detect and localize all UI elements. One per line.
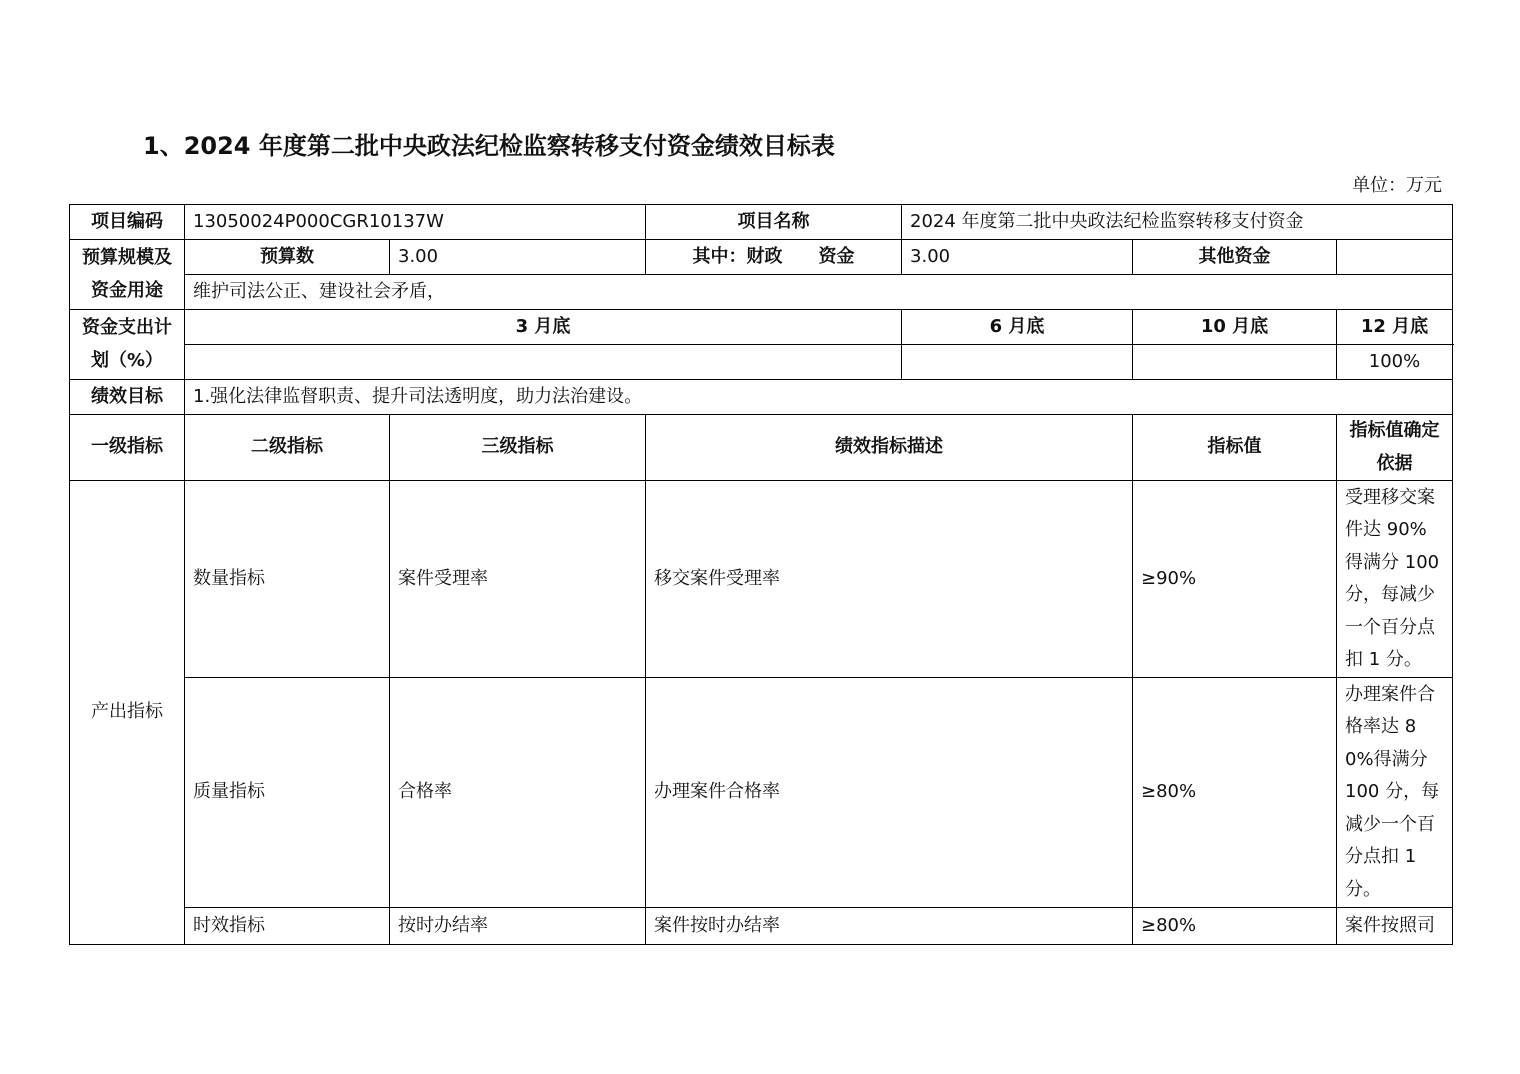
level3-cell: 按时办结率 xyxy=(390,908,646,945)
level3-cell: 合格率 xyxy=(390,678,646,908)
target-value-cell: ≥90% xyxy=(1133,481,1337,678)
performance-goal-text: 1.强化法律监督职责、提升司法透明度，助力法治建设。 xyxy=(185,380,1453,415)
level3-cell: 案件受理率 xyxy=(390,481,646,678)
basis-cell: 案件按照司 xyxy=(1337,908,1453,945)
header-level2: 二级指标 xyxy=(185,415,390,481)
target-value-cell: ≥80% xyxy=(1133,908,1337,945)
basis-cell: 受理移交案件达 90%得满分 100 分，每减少一个百分点扣 1 分。 xyxy=(1337,481,1453,678)
spending-plan-label: 资金支出计划（%） xyxy=(70,310,185,380)
table-row xyxy=(70,908,1453,945)
table-row xyxy=(70,481,1453,678)
performance-goal-label: 绩效目标 xyxy=(70,380,185,415)
level2-cell: 时效指标 xyxy=(185,908,390,945)
project-row xyxy=(70,205,1453,240)
target-value-cell: ≥80% xyxy=(1133,678,1337,908)
performance-target-table xyxy=(69,204,1453,945)
budget-amount-label: 预算数 xyxy=(185,240,390,275)
description-cell: 办理案件合格率 xyxy=(646,678,1133,908)
plan-header-row xyxy=(70,310,1453,345)
fiscal-funds-value: 3.00 xyxy=(902,240,1133,275)
header-level3: 三级指标 xyxy=(390,415,646,481)
plan-value-june xyxy=(902,345,1133,380)
project-name-value: 2024 年度第二批中央政法纪检监察转移支付资金 xyxy=(902,205,1453,240)
plan-value-row xyxy=(70,345,1453,380)
plan-value-october xyxy=(1133,345,1337,380)
project-name-label: 项目名称 xyxy=(646,205,902,240)
header-basis: 指标值确定依据 xyxy=(1337,415,1453,481)
project-code-value: 13050024P000CGR10137W xyxy=(185,205,646,240)
plan-value-december: 100% xyxy=(1337,345,1453,380)
project-code-label: 项目编码 xyxy=(70,205,185,240)
other-funds-label: 其他资金 xyxy=(1133,240,1337,275)
budget-amount-value: 3.00 xyxy=(390,240,646,275)
document-title: 1、2024 年度第二批中央政法纪检监察转移支付资金绩效目标表 xyxy=(143,132,835,160)
other-funds-value xyxy=(1337,240,1453,275)
budget-scope-label: 预算规模及资金用途 xyxy=(70,240,185,310)
funds-usage-value: 维护司法公正、建设社会矛盾， xyxy=(185,275,1453,310)
usage-row xyxy=(70,275,1453,310)
level1-output-indicator: 产出指标 xyxy=(70,481,185,945)
plan-value-march xyxy=(185,345,902,380)
plan-header-march: 3 月底 xyxy=(185,310,902,345)
unit-label: 单位：万元 xyxy=(1352,175,1442,196)
indicator-header-row xyxy=(70,415,1453,481)
goal-row xyxy=(70,380,1453,415)
budget-row xyxy=(70,240,1453,275)
table-row xyxy=(70,678,1453,908)
plan-header-june: 6 月底 xyxy=(902,310,1133,345)
description-cell: 案件按时办结率 xyxy=(646,908,1133,945)
plan-header-december: 12 月底 xyxy=(1337,310,1453,345)
header-level1: 一级指标 xyxy=(70,415,185,481)
plan-header-october: 10 月底 xyxy=(1133,310,1337,345)
level2-cell: 数量指标 xyxy=(185,481,390,678)
basis-cell: 办理案件合格率达 80%得满分 100 分，每减少一个百分点扣 1 分。 xyxy=(1337,678,1453,908)
header-target-value: 指标值 xyxy=(1133,415,1337,481)
description-cell: 移交案件受理率 xyxy=(646,481,1133,678)
fiscal-funds-label: 其中：财政 资金 xyxy=(646,240,902,275)
level2-cell: 质量指标 xyxy=(185,678,390,908)
header-description: 绩效指标描述 xyxy=(646,415,1133,481)
